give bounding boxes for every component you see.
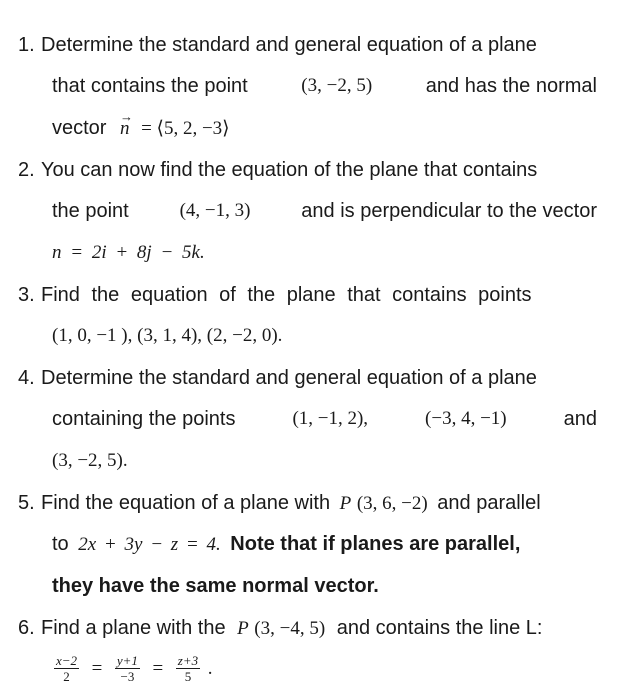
problem-1-line-1: Determine the standard and general equation of a plane (41, 34, 537, 56)
problem-2-vector: n = 2i + 8j − 5k. (52, 242, 205, 263)
problem-4-line-1: Determine the standard and general equation of a plane (41, 367, 537, 389)
problem-1-line-2-text: that contains the point (52, 75, 248, 97)
fraction-y-denominator: −3 (120, 669, 135, 685)
problem-5-number: 5. (18, 492, 35, 514)
problem-5-line-1-text: Find the equation of a plane with (41, 492, 331, 514)
fraction-x (54, 653, 79, 684)
problem-3-points: (1, 0, −1 ), (3, 1, 4), (2, −2, 0). (52, 325, 283, 346)
problem-5-line-2-text: to (52, 533, 69, 555)
fraction-x-denominator: 2 (63, 669, 70, 685)
problem-1-number: 1. (18, 34, 35, 56)
fraction-z (176, 653, 200, 684)
problem-5-line-1 (41, 491, 541, 516)
equals-sign-1: = (91, 657, 103, 679)
problem-6-point: (3, −4, 5) (254, 618, 326, 639)
problem-1-point: (3, −2, 5) (301, 75, 373, 96)
normal-vector-value: = ⟨5, 2, −3⟩ (141, 118, 230, 139)
problem-6-number: 6. (18, 617, 35, 639)
problem-6-line-1 (41, 616, 542, 641)
problem-4-line-2-text: containing the points (52, 408, 236, 430)
equals-sign-2: = (152, 657, 164, 679)
fraction-z-numerator: z+3 (177, 653, 199, 669)
problem-1-vector-label: vector (52, 117, 107, 139)
line-l-symmetric-equation (52, 652, 212, 685)
problem-4-line-2-tail: and (563, 408, 597, 430)
problem-5-note: Note that if planes are parallel, (230, 533, 521, 555)
problem-6-line-1-tail: and contains the line L: (336, 617, 543, 639)
problem-5-line-2 (52, 532, 520, 557)
problem-4-point-1: (1, −1, 2), (292, 408, 369, 429)
problem-2-line-1: You can now find the equation of the plane that contains (41, 159, 538, 181)
problem-2-number: 2. (18, 159, 35, 181)
problem-5-line-1-tail: and parallel (437, 492, 541, 514)
fraction-x-numerator: x−2 (56, 653, 78, 669)
problem-5-equation: 2x + 3y − z = 4. (78, 534, 221, 555)
problem-6-point-label: P (237, 618, 249, 639)
problem-5-point: (3, 6, −2) (356, 493, 428, 514)
problem-6-line-1-text: Find a plane with the (41, 617, 226, 639)
fraction-z-denominator: 5 (184, 669, 192, 685)
problem-1-line-2 (52, 74, 597, 98)
problem-4-number: 4. (18, 367, 35, 389)
problem-5-line-3 (52, 574, 379, 598)
problem-4-line-2 (52, 407, 597, 431)
problem-3-number: 3. (18, 284, 35, 306)
problem-4-point-3: (3, −2, 5). (52, 450, 128, 471)
equation-end-period: . (207, 658, 213, 679)
problem-1-line-2-tail: and has the normal (425, 75, 597, 97)
problem-5-point-label: P (339, 493, 352, 514)
problem-4-point-2: (−3, 4, −1) (425, 408, 507, 429)
problem-3-line-1: Find the equation of the plane that contains points (41, 284, 532, 306)
problem-5-note-continued: they have the same normal vector. (52, 575, 379, 597)
fraction-y (115, 653, 140, 684)
problem-2-line-2-text: the point (52, 200, 129, 222)
problem-2-line-2-tail: and is perpendicular to the vector (301, 200, 597, 222)
problem-2-point: (4, −1, 3) (179, 200, 251, 221)
normal-vector-symbol: → n (120, 117, 130, 141)
problem-1-line-3 (52, 116, 230, 141)
problem-2-line-2 (52, 199, 597, 223)
fraction-y-numerator: y+1 (116, 653, 138, 669)
